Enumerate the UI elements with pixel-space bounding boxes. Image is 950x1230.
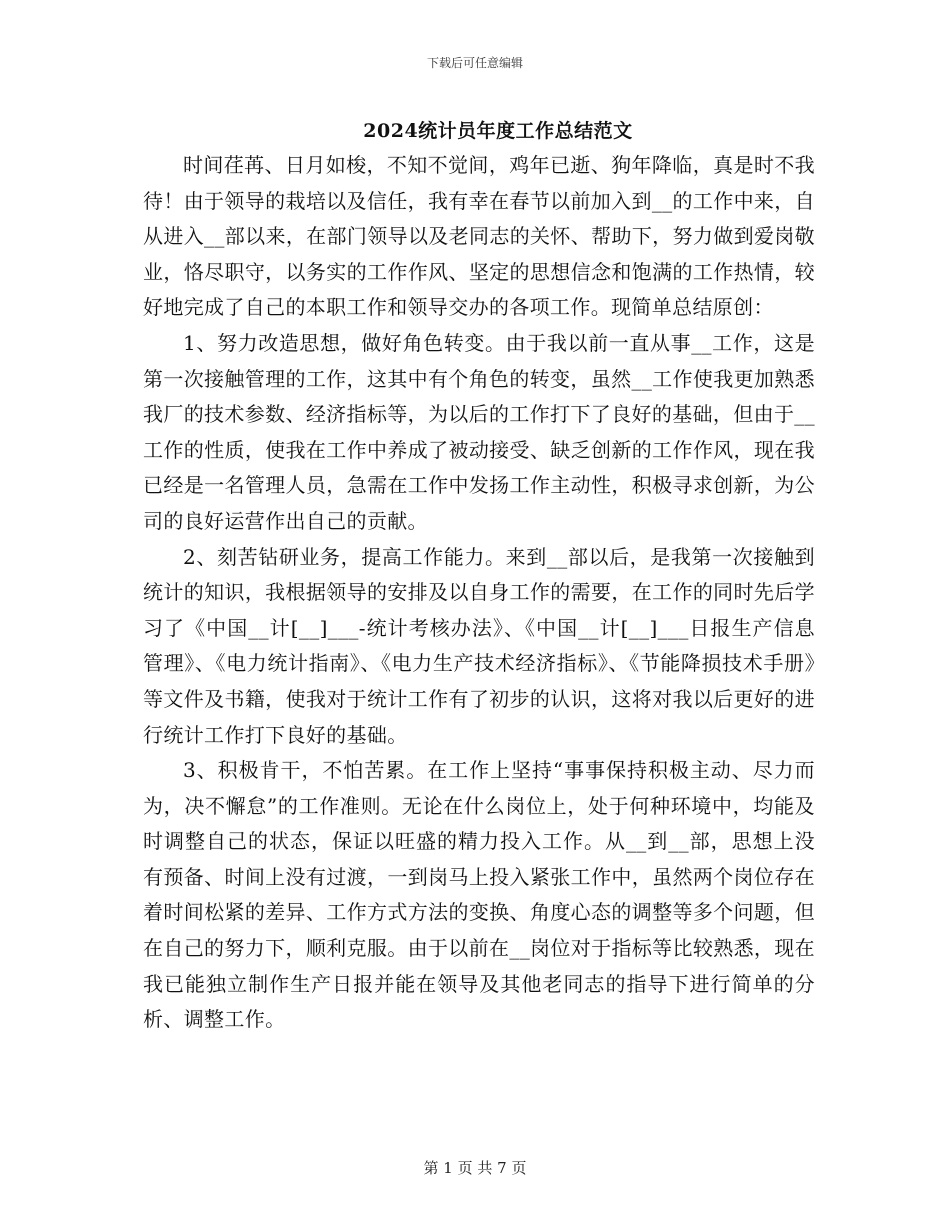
paragraph-2: 2、刻苦钻研业务，提高工作能力。来到__部以后，是我第一次接触到统计的知识，我根据领导的安排及以自身工作的需要，在工作的同时先后学习了《中国__计[__]___-统计考核办法》、《中国__计[__]___日报生产信息管理》、《电力统计指南》、《电力生产技术经济指标》、《节能降损技术手册》等文件及书籍，使我对于统计工作有了初步的认识，这将对我以后更好的进行统计工作打下良好的基础。 (143, 544, 815, 747)
document-title: 2024统计员年度工作总结范文 (363, 120, 633, 142)
document-body (143, 148, 815, 1038)
page-footer: 第 1 页 共 7 页 (423, 1159, 527, 1177)
paragraph-3: 3、积极肯干，不怕苦累。在工作上坚持“事事保持积极主动、尽力而为，决不懈怠”的工作准则。无论在什么岗位上，处于何种环境中，均能及时调整自己的状态，保证以旺盛的精力投入工作。从__到__部，思想上没有预备、时间上没有过渡，一到岗马上投入紧张工作中，虽然两个岗位存在着时间松紧的差异、工作方式方法的变换、角度心态的调整等多个问题，但在自己的努力下，顺利克服。由于以前在__岗位对于指标等比较熟悉，现在我已能独立制作生产日报并能在领导及其他老同志的指导下进行简单的分析、调整工作。 (143, 758, 815, 1032)
paragraph-1: 1、努力改造思想，做好角色转变。由于我以前一直从事__工作，这是第一次接触管理的工作，这其中有个角色的转变，虽然__工作使我更加熟悉我厂的技术参数、经济指标等，为以后的工作打下了良好的基础，但由于__工作的性质，使我在工作中养成了被动接受、缺乏创新的工作作风，现在我已经是一名管理人员，急需在工作中发扬工作主动性，积极寻求创新，为公司的良好运营作出自己的贡献。 (143, 330, 815, 533)
paragraph-intro: 时间荏苒、日月如梭，不知不觉间，鸡年已逝、狗年降临，真是时不我待！由于领导的栽培以及信任，我有幸在春节以前加入到__的工作中来，自从进入__部以来，在部门领导以及老同志的关怀、帮助下，努力做到爱岗敬业，恪尽职守，以务实的工作作风、坚定的思想信念和饱满的工作热情，较好地完成了自己的本职工作和领导交办的各项工作。现简单总结原创： (143, 153, 815, 320)
header-note: 下载后可任意编辑 (426, 56, 523, 70)
